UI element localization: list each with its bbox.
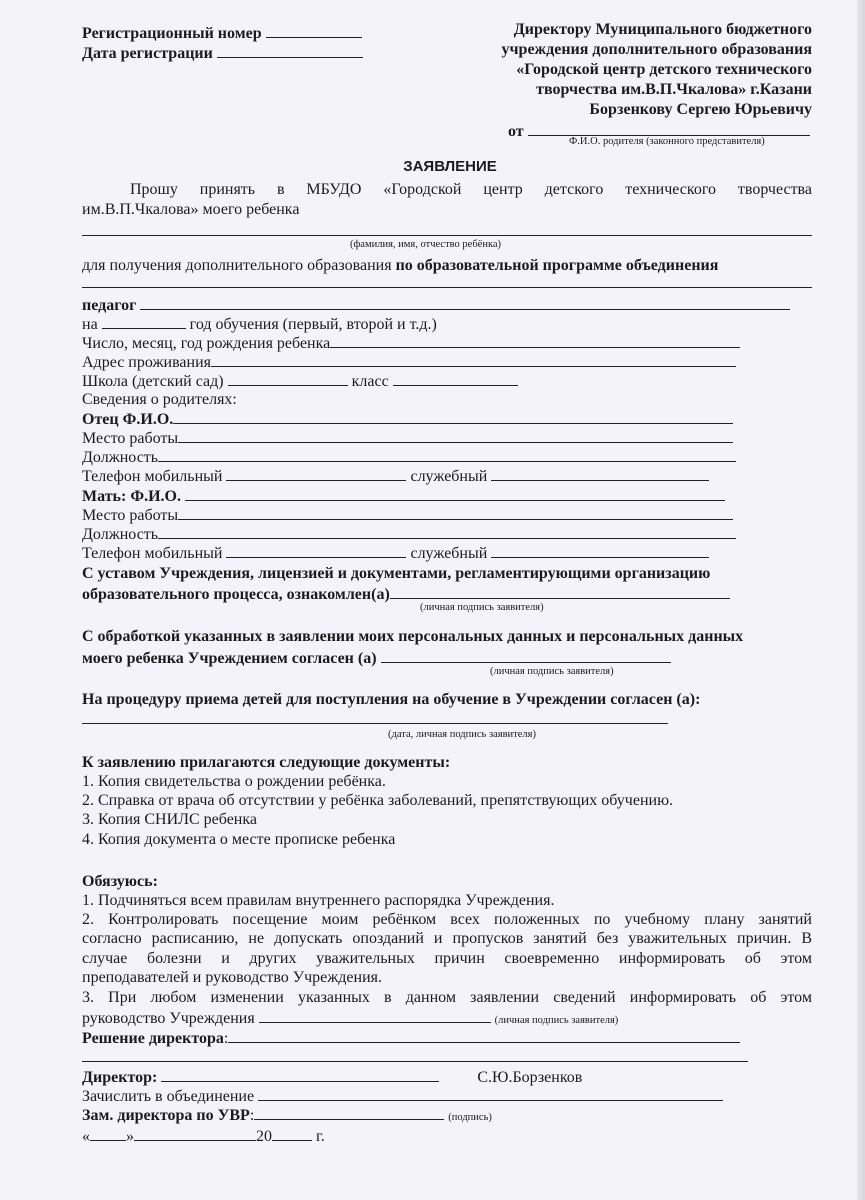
obligation-sign: руководство Учреждения (личная подпись заявителя) <box>82 1010 619 1027</box>
mother-phone-field: Телефон мобильный служебный <box>82 544 812 563</box>
address-field: Адрес проживания <box>82 353 812 372</box>
purpose-line: для получения дополнительного образования по образовательной программе объединения <box>82 257 719 274</box>
child-name-line <box>82 222 812 236</box>
mother-work-field: Место работы <box>82 506 812 525</box>
document-item: 3. Копия СНИЛС ребенка <box>82 811 257 828</box>
obligation-item: 2. Контролировать посещение моим ребёнком всех положенных по учебному плану занятий <box>82 911 812 928</box>
year-field: на год обучения (первый, второй и т.д.) <box>82 316 437 333</box>
date-signature-caption: (дата, личная подпись заявителя) <box>388 729 536 740</box>
mother-name-field: Мать: Ф.И.О. <box>82 487 812 506</box>
decision-line <box>82 1048 748 1062</box>
from-caption: Ф.И.О. родителя (законного представителя) <box>569 136 765 147</box>
documents-heading: К заявлению прилагаются следующие документы: <box>82 754 451 771</box>
birth-field: Число, месяц, год рождения ребенка <box>82 334 812 353</box>
document-item: 1. Копия свидетельства о рождении ребёнка. <box>82 773 386 790</box>
addressee-line: Борзенкову Сергею Юрьевичу <box>589 101 812 118</box>
signature-caption: (личная подпись заявителя) <box>420 602 544 613</box>
obligation-item: 1. Подчиняться всем правилам внутреннего распорядка Учреждения. <box>82 892 555 909</box>
father-position-field: Должность <box>82 448 812 467</box>
mother-position-field: Должность <box>82 525 812 544</box>
father-phone-field: Телефон мобильный служебный <box>82 467 812 486</box>
addressee-line: творчества им.В.П.Чкалова» г.Казани <box>536 81 812 98</box>
director-sign: Директор: С.Ю.Борзенков <box>82 1069 583 1086</box>
father-name-field: Отец Ф.И.О. <box>82 410 812 429</box>
pd-consent-sign: моего ребенка Учреждением согласен (а) <box>82 649 812 668</box>
charter-consent: С уставом Учреждения, лицензией и документами, регламентирующими организацию <box>82 565 711 582</box>
addressee-block <box>430 20 812 120</box>
date-signature-line <box>82 710 668 724</box>
intro-line: Прошу принять в МБУДО «Городской центр детского технического творчества <box>130 181 812 198</box>
document-item: 4. Копия документа о месте прописке ребенка <box>82 831 396 848</box>
procedure-consent: На процедуру приема детей для поступления на обучение в Учреждении согласен (а): <box>82 691 701 708</box>
director-decision: Решение директора: <box>82 1029 812 1048</box>
addressee-line: Директору Муниципального бюджетного <box>513 21 812 38</box>
child-caption: (фамилия, имя, отчество ребёнка) <box>350 239 502 250</box>
program-line <box>82 274 812 288</box>
scan-edge <box>857 0 865 1200</box>
charter-consent-sign: образовательного процесса, ознакомлен(а) <box>82 585 812 604</box>
addressee-line: «Городской центр детского технического <box>516 61 812 78</box>
registration-number: Регистрационный номер <box>82 24 812 43</box>
father-work-field: Место работы <box>82 429 812 448</box>
obligations-heading: Обязуюсь: <box>82 873 158 890</box>
intro-line: им.В.П.Чкалова» моего ребенка <box>82 201 300 218</box>
obligation-text: согласно расписанию, не допускать опозданий и пропусков занятий без уважительных причин. В <box>82 930 812 947</box>
from-field: от <box>508 122 818 141</box>
obligation-text: преподавателей и руководство Учреждения. <box>82 969 383 986</box>
enroll-field: Зачислить в объединение <box>82 1087 812 1106</box>
obligation-item: 3. При любом изменении указанных в данном заявлении сведений информировать об этом <box>82 989 812 1006</box>
obligation-text: случае болезни и других уважительных причин своевременно информировать об этом <box>82 950 812 967</box>
pd-consent: С обработкой указанных в заявлении моих персональных данных и персональных данных <box>82 628 744 645</box>
deputy-sign: Зам. директора по УВР: (подпись) <box>82 1107 492 1124</box>
document-item: 2. Справка от врача об отсутствии у ребёнка заболеваний, препятствующих обучению. <box>82 792 674 809</box>
teacher-field: педагог <box>82 296 812 315</box>
school-field: Школа (детский сад) класс <box>82 372 812 391</box>
document-title: ЗАЯВЛЕНИЕ <box>403 158 497 175</box>
signature-caption: (личная подпись заявителя) <box>490 666 614 677</box>
parents-heading: Сведения о родителях: <box>82 391 237 408</box>
registration-date: Дата регистрации <box>82 44 812 63</box>
date-field: « » 20 г. <box>82 1128 325 1145</box>
addressee-line: учреждения дополнительного образования <box>501 41 812 58</box>
